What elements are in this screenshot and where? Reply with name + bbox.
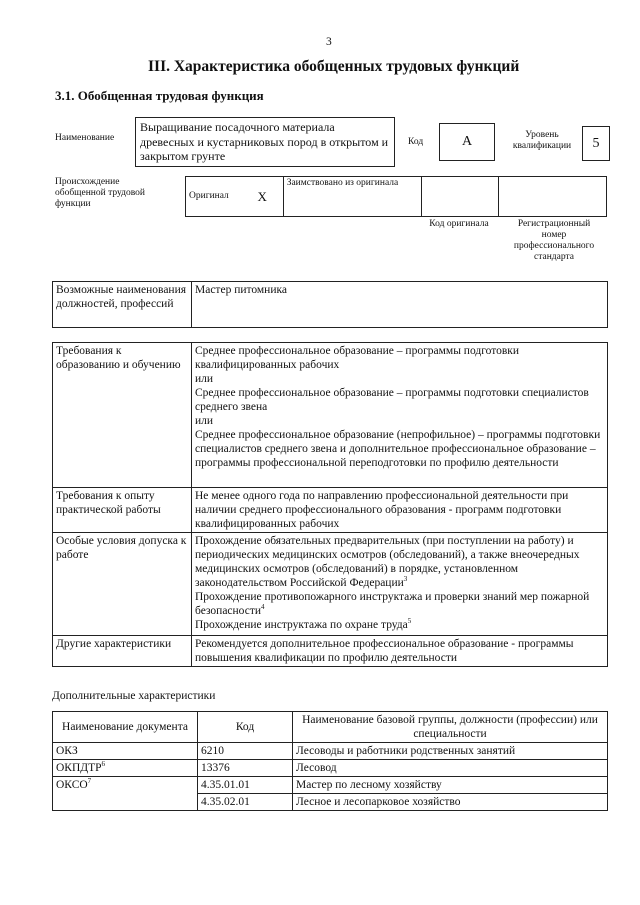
- table-row: [53, 760, 608, 777]
- req-line: Прохождение противопожарного инструктажа и проверки знаний мер пожарной безопасности$^4$: [195, 591, 590, 617]
- code-cell: 6210: [198, 743, 293, 760]
- name-cell: Лесовод: [293, 760, 608, 777]
- reg-number-cell: [499, 177, 607, 217]
- req-row-conditions: [53, 533, 608, 636]
- code-caption: Код оригинала: [429, 219, 489, 229]
- code-cell: 13376: [198, 760, 293, 777]
- doc-name: ОКСО: [56, 779, 88, 791]
- req-line: Среднее профессиональное образование – программы подготовки специалистов среднего звена: [195, 387, 589, 413]
- reg-caption: Регистрационный номер профессионального стандарта: [513, 219, 595, 262]
- req-line: Не менее одного года по направлению профессиональной деятельности при наличии среднего профессионального образования - программ подготовки квалифицированных рабочих: [195, 490, 569, 530]
- original-mark: X: [254, 177, 283, 217]
- borrowed-label: Заимствовано из оригинала: [283, 177, 421, 217]
- req-line: Прохождение инструктажа по охране труда$^5$: [195, 617, 412, 631]
- req-row-experience: [53, 488, 608, 533]
- name-cell: Лесоводы и работники родственных занятий: [293, 743, 608, 760]
- table-row: [53, 777, 608, 794]
- header-name: Наименование базовой группы, должности (профессии) или специальности: [293, 712, 608, 743]
- level-value: 5: [582, 126, 610, 161]
- origin-label: Происхождение обобщенной трудовой функции: [55, 177, 145, 209]
- header-doc: Наименование документа: [53, 712, 198, 743]
- req-label: Особые условия допуска к работе: [53, 533, 192, 636]
- req-label: Требования к опыту практической работы: [53, 488, 192, 533]
- req-line: Среднее профессиональное образование (непрофильное) – программы подготовки специалистов среднего звена и дополнительное профессиональное образование – программы профессиональной переподготовки по профилю деятельности: [195, 429, 601, 469]
- additional-table: [52, 711, 608, 811]
- requirements-table: [52, 342, 608, 667]
- code-value: А: [439, 123, 495, 161]
- req-row-other: [53, 636, 608, 667]
- req-label: Требования к образованию и обучению: [53, 343, 192, 488]
- name-cell: Мастер по лесному хозяйству: [293, 777, 608, 794]
- req-line: Рекомендуется дополнительное профессиональное образование - программы повышения квалификации по профилю деятельности: [195, 638, 574, 664]
- original-label: Оригинал: [186, 177, 255, 217]
- positions-value: Мастер питомника: [192, 282, 608, 328]
- origin-code-cell: [421, 177, 499, 217]
- doc-name: ОКЗ: [56, 745, 78, 757]
- req-label: Другие характеристики: [53, 636, 192, 667]
- positions-label: Возможные наименования должностей, профессий: [53, 282, 192, 328]
- name-value: Выращивание посадочного материала древесных и кустарниковых пород в открытом и закрытом грунте: [135, 117, 395, 167]
- name-label: Наименование: [55, 133, 115, 143]
- header-code: Код: [198, 712, 293, 743]
- table-row: [53, 743, 608, 760]
- req-line: Среднее профессиональное образование – программы подготовки квалифицированных рабочих: [195, 345, 520, 371]
- req-line: Прохождение обязательных предварительных (при поступлении на работу) и периодических медицинских осмотров (обследований), а также внеочередных медицинских осмотров (обследований) в порядке, установленном законодательством Российской Федерации$^3$: [195, 535, 580, 589]
- footnote-mark: 6: [101, 760, 106, 769]
- level-label: Уровень квалификации: [512, 130, 572, 151]
- origin-table: [185, 176, 607, 217]
- subsection-title: 3.1. Обобщенная трудовая функция: [55, 88, 264, 103]
- footnote-mark: 7: [87, 777, 92, 786]
- req-line: или: [195, 415, 214, 427]
- code-cell: 4.35.01.01: [198, 777, 293, 794]
- table-header-row: [53, 712, 608, 743]
- code-cell: 4.35.02.01: [198, 794, 293, 811]
- footnote-mark: 5: [407, 617, 412, 626]
- req-row-education: [53, 343, 608, 488]
- req-line: или: [195, 373, 214, 385]
- doc-name: ОКПДТР: [56, 762, 102, 774]
- footnote-mark: 3: [403, 575, 408, 584]
- name-cell: Лесное и лесопарковое хозяйство: [293, 794, 608, 811]
- page-number: 3: [326, 36, 332, 48]
- additional-title: Дополнительные характеристики: [52, 690, 216, 702]
- footnote-mark: 4: [261, 603, 265, 612]
- section-title: III. Характеристика обобщенных трудовых функций: [148, 58, 520, 75]
- code-label: Код: [408, 137, 424, 147]
- positions-table: [52, 281, 608, 328]
